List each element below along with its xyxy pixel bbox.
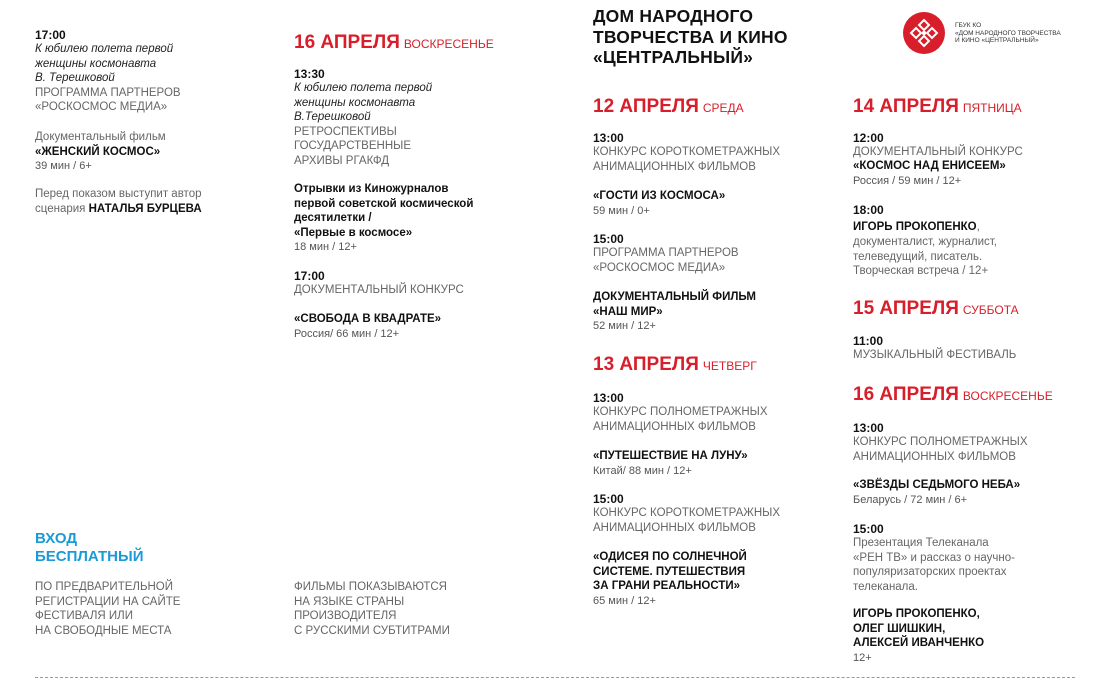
date-heading (853, 96, 1022, 119)
event-title: первой советской космической (294, 197, 474, 210)
event-subtitle: В.Терешковой (294, 111, 371, 124)
event-title: «ЗВЁЗДЫ СЕДЬМОГО НЕБА» (853, 479, 1021, 491)
event-program: ПРОГРАММА ПАРТНЕРОВ (35, 86, 181, 99)
event-type: АНИМАЦИОННЫХ ФИЛЬМОВ (593, 160, 756, 173)
weekday-label: ЧЕТВЕРГ (702, 359, 757, 373)
event-title: Отрывки из Киножурналов (294, 183, 449, 195)
films-note: С РУССКИМИ СУБТИТРАМИ (294, 624, 450, 637)
guest-desc: телеведущий, писатель. (853, 250, 983, 263)
event-subtitle: женщины космонавта (35, 57, 157, 70)
event-program: «РОСКОСМОС МЕДИА» (35, 101, 168, 114)
weekday-label: СРЕДА (702, 101, 744, 115)
guest-desc: документалист, журналист, (853, 236, 997, 248)
event-time: 13:00 (853, 421, 884, 435)
weekday-label: ПЯТНИЦА (962, 101, 1022, 115)
date-heading (853, 384, 1053, 407)
guest-name: ОЛЕГ ШИШКИН, (853, 622, 946, 635)
event-title: «ЖЕНСКИЙ КОСМОС» (35, 145, 161, 158)
event-type: КОНКУРС КОРОТКОМЕТРАЖНЫХ (593, 146, 781, 158)
event-type: КОНКУРС ПОЛНОМЕТРАЖНЫХ (853, 436, 1028, 448)
date-label: 13 АПРЕЛЯ (593, 354, 699, 375)
logo-caption-line: И КИНО «ЦЕНТРАЛЬНЫЙ» (955, 37, 1039, 44)
guest-comma: , (976, 221, 980, 233)
event-desc: популяризаторских проектах (853, 566, 1007, 579)
weekday-label: ВОСКРЕСЕНЬЕ (962, 389, 1053, 403)
event-subtitle: К юбилею полета первой (35, 43, 174, 55)
event-type: «РОСКОСМОС МЕДИА» (593, 261, 726, 274)
event-meta: Беларусь / 72 мин / 6+ (853, 493, 968, 506)
date-heading (294, 32, 494, 55)
venue-title-line: «ЦЕНТРАЛЬНЫЙ» (593, 47, 754, 67)
event-subtitle: женщины космонавта (294, 96, 416, 109)
guest-name: ИГОРЬ ПРОКОПЕНКО (853, 221, 977, 233)
free-entry-line: ВХОД (35, 530, 78, 547)
speaker-note-line (35, 202, 202, 217)
venue-logo (903, 12, 1073, 56)
event-subtitle: В. Терешковой (35, 72, 115, 85)
ornament-icon (903, 12, 945, 54)
logo-caption-line: «ДОМ НАРОДНОГО ТВОРЧЕСТВА (955, 29, 1061, 37)
event-title: СИСТЕМЕ. ПУТЕШЕСТВИЯ (593, 565, 746, 578)
event-time: 15:00 (853, 522, 884, 536)
event-title: десятилетки / (294, 212, 372, 225)
date-label: 14 АПРЕЛЯ (853, 96, 959, 117)
speaker-note: Перед показом выступит автор (35, 188, 202, 200)
weekday-label: ВОСКРЕСЕНЬЕ (403, 37, 494, 51)
event-desc: Презентация Телеканала (853, 537, 989, 549)
event-title: «СВОБОДА В КВАДРАТЕ» (294, 313, 442, 325)
event-meta: Россия/ 66 мин / 12+ (294, 327, 400, 340)
free-entry-text: НА СВОБОДНЫЕ МЕСТА (35, 624, 172, 637)
date-label: 15 АПРЕЛЯ (853, 298, 959, 319)
event-type: ДОКУМЕНТАЛЬНЫЙ КОНКУРС (853, 146, 1023, 158)
event-title: «ОДИСЕЯ ПО СОЛНЕЧНОЙ (593, 551, 747, 563)
date-heading (593, 96, 744, 119)
date-label: 16 АПРЕЛЯ (853, 384, 959, 405)
event-subtitle: К юбилею полета первой (294, 82, 433, 94)
event-time: 17:00 (35, 28, 66, 42)
free-entry-text: РЕГИСТРАЦИИ НА САЙТЕ (35, 595, 181, 608)
free-entry-title (35, 530, 143, 566)
event-title: «ПУТЕШЕСТВИЕ НА ЛУНУ» (593, 450, 748, 462)
venue-title-line: ТВОРЧЕСТВА И КИНО (593, 26, 788, 47)
event-time: 13:00 (593, 391, 624, 405)
venue-title-line: ДОМ НАРОДНОГО (593, 6, 754, 26)
event-title: ЗА ГРАНИ РЕАЛЬНОСТИ» (593, 580, 741, 593)
event-title: «ГОСТИ ИЗ КОСМОСА» (593, 190, 726, 202)
guest-name: ИГОРЬ ПРОКОПЕНКО, (853, 608, 980, 620)
event-meta: 18 мин / 12+ (294, 241, 357, 254)
event-desc: телеканала. (853, 580, 918, 593)
event-program: АРХИВЫ РГАКФД (294, 154, 390, 167)
logo-caption (955, 22, 1061, 45)
event-type: ПРОГРАММА ПАРТНЕРОВ (593, 247, 739, 259)
event-time: 18:00 (853, 203, 884, 217)
event-type: ДОКУМЕНТАЛЬНЫЙ КОНКУРС (294, 284, 464, 296)
films-note: НА ЯЗЫКЕ СТРАНЫ (294, 595, 405, 608)
date-heading (593, 354, 757, 377)
guest-desc: Творческая встреча / 12+ (853, 265, 989, 278)
event-program: РЕТРОСПЕКТИВЫ (294, 125, 397, 138)
event-meta: 12+ (853, 651, 872, 664)
date-heading (853, 298, 1019, 321)
fold-line (35, 677, 1075, 678)
event-meta: Китай/ 88 мин / 12+ (593, 464, 692, 477)
event-time: 12:00 (853, 131, 884, 145)
date-label: 16 АПРЕЛЯ (294, 32, 400, 53)
event-meta: Россия / 59 мин / 12+ (853, 174, 962, 187)
event-desc: «РЕН ТВ» и рассказ о научно- (853, 551, 1015, 564)
event-type: АНИМАЦИОННЫХ ФИЛЬМОВ (593, 420, 756, 433)
event-type: Документальный фильм (35, 131, 166, 143)
event-time: 17:00 (294, 269, 325, 283)
event-title: «КОСМОС НАД ЕНИСЕЕМ» (853, 160, 1006, 172)
event-meta: 65 мин / 12+ (593, 594, 656, 607)
speaker-note-prefix: сценария (35, 202, 89, 215)
event-type: КОНКУРС КОРОТКОМЕТРАЖНЫХ (593, 507, 781, 519)
films-note: ФИЛЬМЫ ПОКАЗЫВАЮТСЯ (294, 581, 447, 593)
weekday-label: СУББОТА (962, 303, 1019, 317)
guest-name: АЛЕКСЕЙ ИВАНЧЕНКО (853, 637, 985, 650)
event-time: 11:00 (853, 334, 884, 348)
event-type: МУЗЫКАЛЬНЫЙ ФЕСТИВАЛЬ (853, 349, 1017, 361)
event-time: 15:00 (593, 492, 624, 506)
event-title: ДОКУМЕНТАЛЬНЫЙ ФИЛЬМ (593, 291, 756, 303)
free-entry-text: ФЕСТИВАЛЯ ИЛИ (35, 610, 133, 623)
guest-line (853, 217, 997, 235)
event-program: ГОСУДАРСТВЕННЫЕ (294, 140, 411, 153)
event-type: АНИМАЦИОННЫХ ФИЛЬМОВ (853, 450, 1016, 463)
films-note: ПРОИЗВОДИТЕЛЯ (294, 610, 397, 623)
logo-caption-line: ГБУК КО (955, 22, 982, 29)
event-meta: 52 мин / 12+ (593, 320, 656, 333)
free-entry-line: БЕСПЛАТНЫЙ (35, 548, 144, 565)
event-time: 15:00 (593, 232, 624, 246)
event-time: 13:30 (294, 67, 325, 81)
date-label: 12 АПРЕЛЯ (593, 96, 699, 117)
event-type: КОНКУРС ПОЛНОМЕТРАЖНЫХ (593, 406, 768, 418)
event-time: 13:00 (593, 131, 624, 145)
event-meta: 39 мин / 6+ (35, 160, 92, 173)
event-title: «Первые в космосе» (294, 226, 413, 239)
event-type: АНИМАЦИОННЫХ ФИЛЬМОВ (593, 521, 756, 534)
event-title: «НАШ МИР» (593, 305, 663, 318)
venue-title (593, 6, 788, 68)
event-meta: 59 мин / 0+ (593, 204, 650, 217)
speaker-name: НАТАЛЬЯ БУРЦЕВА (88, 202, 202, 215)
free-entry-text: ПО ПРЕДВАРИТЕЛЬНОЙ (35, 581, 173, 593)
